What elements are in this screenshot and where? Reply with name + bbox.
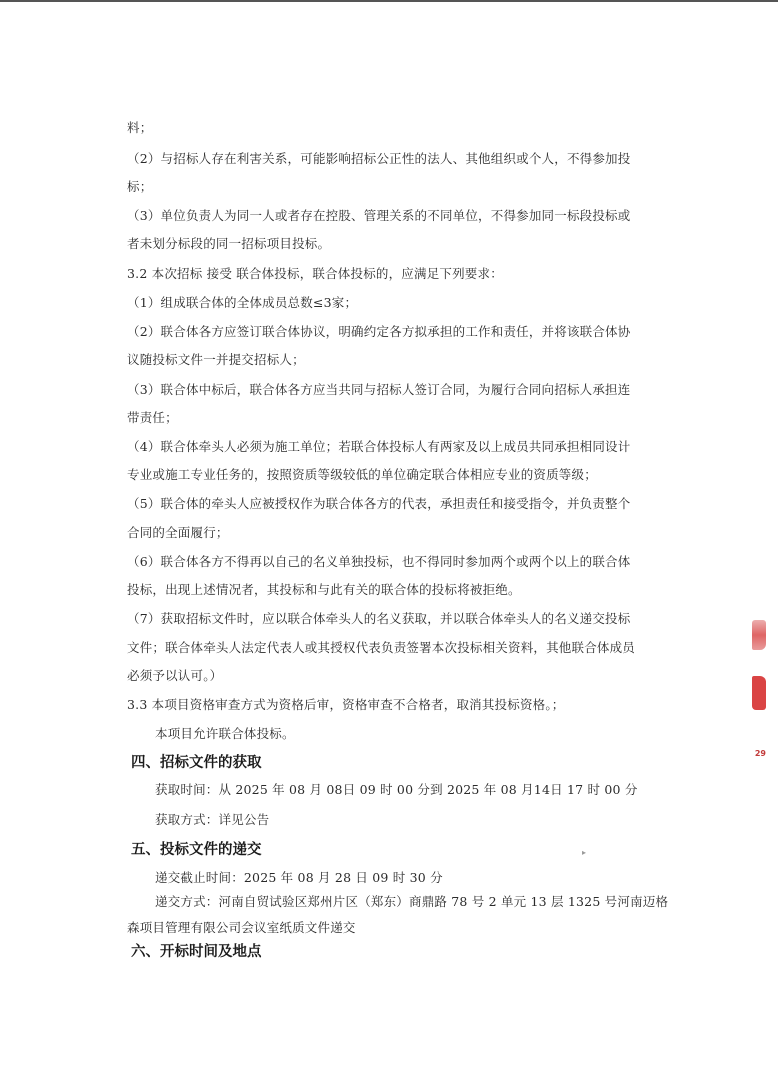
text-line: （3）联合体中标后，联合体各方应当共同与招标人签订合同，为履行合同向招标人承担连 [127,382,631,397]
submit-method-line-cont: 森项目管理有限公司会议室纸质文件递交 [127,920,356,935]
seal-fragment-middle [752,676,766,710]
text-line: （1）组成联合体的全体成员总数≤3家； [127,295,358,310]
text-line: 料； [127,120,153,135]
submit-method-line: 递交方式：河南自贸试验区郑州片区（郑东）商鼎路 78 号 2 单元 13 层 1325 号河南迈格 [155,894,669,909]
text-line: （3）单位负责人为同一人或者存在控股、管理关系的不同单位，不得参加同一标段投标或 [127,208,631,223]
acquire-time-line: 获取时间：从 2025 年 08 月 08日 09 时 00 分到 2025 年 08 月14日 17 时 00 分 [155,782,638,797]
text-line: （6）联合体各方不得再以自己的名义单独投标，也不得同时参加两个或两个以上的联合体 [127,554,631,569]
text-line: 必须予以认可。） [127,668,223,683]
cursor-mark-icon: ▸ [582,848,587,857]
text-line: 专业或施工专业任务的，按照资质等级较低的单位确定联合体相应专业的资质等级； [127,467,597,482]
text-line: 3.2 本次招标 接受 联合体投标，联合体投标的，应满足下列要求： [127,266,503,281]
seal-fragment-number: 29 [754,749,766,758]
text-line: （4）联合体牵头人必须为施工单位；若联合体投标人有两家及以上成员共同承担相同设计 [127,439,631,454]
text-line: （5）联合体的牵头人应被授权作为联合体各方的代表，承担责任和接受指令，并负责整个 [127,496,631,511]
section-heading-4: 四、招标文件的获取 [131,755,262,771]
text-line: 本项目允许联合体投标。 [155,726,295,741]
section-heading-5: 五、投标文件的递交 [131,842,262,858]
text-line: 议随投标文件一并提交招标人； [127,352,305,367]
section-heading-6: 六、开标时间及地点 [131,944,262,960]
acquire-method-line: 获取方式：详见公告 [155,812,270,827]
submit-deadline-line: 递交截止时间：2025 年 08 月 28 日 09 时 30 分 [155,870,443,885]
seal-fragment-top [752,620,766,650]
text-line: （2）联合体各方应签订联合体协议，明确约定各方拟承担的工作和责任，并将该联合体协 [127,324,631,339]
text-line: 投标，出现上述情况者，其投标和与此有关的联合体的投标将被拒绝。 [127,582,521,597]
text-line: 标； [127,179,153,194]
text-line: （2）与招标人存在利害关系，可能影响招标公正性的法人、其他组织或个人，不得参加投 [127,151,631,166]
text-line: 文件；联合体牵头人法定代表人或其授权代表负责签署本次投标相关资料，其他联合体成员 [127,640,636,655]
text-line: 合同的全面履行； [127,525,229,540]
text-line: 者未划分标段的同一招标项目投标。 [127,236,331,251]
text-line: 3.3 本项目资格审查方式为资格后审，资格审查不合格者，取消其投标资格。； [127,697,565,712]
text-line: 带责任； [127,410,178,425]
text-line: （7）获取招标文件时，应以联合体牵头人的名义获取，并以联合体牵头人的名义递交投标 [127,611,631,626]
